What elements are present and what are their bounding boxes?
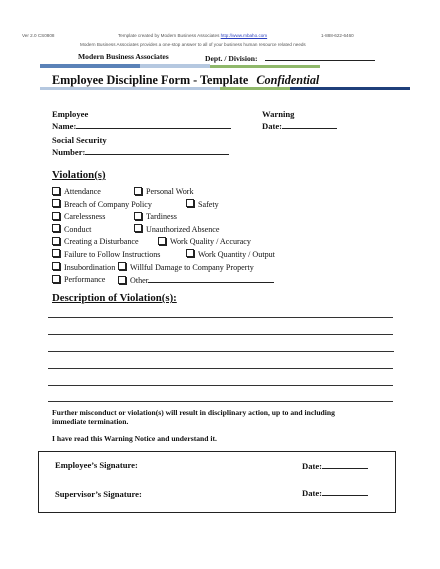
employee-date-line[interactable]	[322, 460, 368, 469]
checkbox[interactable]	[52, 224, 60, 232]
violation-item[interactable]	[118, 274, 275, 288]
violation-label: Failure to Follow Instructions	[64, 249, 161, 259]
version-label: Ver 2.0 CS0808	[22, 33, 55, 38]
ssn-label-2: Number:	[52, 146, 86, 157]
checkbox[interactable]	[134, 187, 142, 195]
violation-label: Tardiness	[146, 212, 177, 222]
ssn-line[interactable]	[85, 146, 229, 155]
employee-name-label-1: Employee	[52, 109, 89, 119]
violation-item[interactable]	[186, 199, 275, 212]
ssn-field[interactable]	[52, 135, 229, 157]
violation-item[interactable]	[134, 186, 275, 199]
supervisor-date-label: Date:	[302, 488, 323, 498]
template-note	[118, 33, 267, 38]
violations-heading: Violation(s)	[52, 169, 106, 181]
violation-label: Personal Work	[146, 187, 194, 196]
supervisor-signature-label: Supervisor’s Signature:	[55, 489, 142, 499]
description-line[interactable]	[48, 351, 394, 352]
ssn-label-1: Social Security	[52, 135, 107, 145]
description-line[interactable]	[48, 317, 393, 318]
decor-bar-blue	[40, 64, 140, 68]
description-line[interactable]	[48, 385, 393, 386]
violation-item[interactable]	[134, 211, 275, 224]
description-heading: Description of Violation(s):	[52, 292, 177, 304]
violation-label: Breach of Company Policy	[64, 199, 152, 209]
description-line[interactable]	[48, 334, 393, 335]
employee-date-field[interactable]	[302, 460, 368, 471]
tagline: Modern Business Associates provides a one-stop answer to all of your business human resource related needs	[80, 42, 306, 47]
checkbox[interactable]	[118, 262, 126, 270]
violation-label: Other	[130, 276, 149, 286]
checkbox[interactable]	[52, 275, 60, 283]
notice-line-2: immediate termination.	[52, 417, 129, 427]
checkbox[interactable]	[52, 249, 60, 257]
violation-label: Creating a Disturbance	[64, 237, 139, 247]
dept-division-label: Dept. / Division:	[205, 54, 258, 63]
employee-date-label: Date:	[302, 461, 323, 471]
violations-right-column	[130, 186, 275, 288]
violation-item[interactable]	[134, 224, 275, 237]
warning-date-line[interactable]	[282, 120, 337, 129]
violation-label: Safety	[198, 199, 219, 209]
violation-label: Insubordination	[64, 262, 116, 272]
violation-label: Willful Damage to Company Property	[130, 262, 254, 272]
phone-number: 1-888-622-6460	[321, 33, 354, 38]
violation-item[interactable]	[158, 236, 275, 249]
description-line[interactable]	[48, 401, 393, 402]
decor-bar-green-2	[220, 87, 290, 90]
employee-name-field[interactable]	[52, 109, 231, 131]
website-link[interactable]: http://www.mbaho.com	[220, 33, 268, 38]
decor-bar-green	[210, 65, 320, 68]
warning-date-field[interactable]	[262, 109, 337, 131]
template-note-text: Template created by Modern Business Associates	[118, 33, 220, 38]
description-line[interactable]	[48, 368, 393, 369]
violation-label: Conduct	[64, 224, 92, 234]
form-title-text: Employee Discipline Form - Template	[52, 73, 249, 87]
checkbox[interactable]	[186, 199, 194, 207]
violation-item[interactable]	[186, 249, 275, 262]
checkbox[interactable]	[158, 237, 166, 245]
employee-signature-label: Employee’s Signature:	[55, 460, 138, 470]
violation-label: Work Quality / Accuracy	[170, 237, 251, 247]
checkbox[interactable]	[52, 199, 60, 207]
dept-division-line[interactable]	[265, 52, 375, 61]
employee-name-label-2: Name:	[52, 120, 77, 131]
decor-bar-light	[140, 64, 210, 68]
dept-division-field[interactable]	[205, 52, 375, 63]
notice-line-1: Further misconduct or violation(s) will result in disciplinary action, up to and including	[52, 408, 335, 417]
checkbox[interactable]	[118, 276, 126, 284]
confidential-label: Confidential	[256, 73, 320, 87]
checkbox[interactable]	[134, 224, 142, 232]
checkbox[interactable]	[134, 212, 142, 220]
violation-label: Work Quantity / Output	[198, 249, 275, 259]
supervisor-date-line[interactable]	[322, 487, 368, 496]
checkbox[interactable]	[52, 262, 60, 270]
violation-label: Unauthorized Absence	[146, 224, 220, 234]
other-line[interactable]	[148, 274, 274, 283]
warning-date-label-2: Date:	[262, 120, 283, 131]
violation-item[interactable]	[118, 262, 275, 275]
checkbox[interactable]	[52, 187, 60, 195]
decor-bar-navy	[290, 87, 410, 90]
disciplinary-notice	[52, 408, 335, 427]
supervisor-date-field[interactable]	[302, 487, 368, 498]
company-name: Modern Business Associates	[78, 52, 169, 61]
employee-name-line[interactable]	[76, 120, 231, 129]
violation-label: Carelessness	[64, 212, 106, 222]
checkbox[interactable]	[52, 237, 60, 245]
violation-label: Performance	[64, 275, 106, 285]
warning-date-label-1: Warning	[262, 109, 295, 119]
decor-bar-light-2	[40, 87, 220, 90]
acknowledgement-text: I have read this Warning Notice and understand it.	[52, 434, 217, 443]
checkbox[interactable]	[186, 249, 194, 257]
violation-label: Attendance	[64, 187, 101, 196]
checkbox[interactable]	[52, 212, 60, 220]
